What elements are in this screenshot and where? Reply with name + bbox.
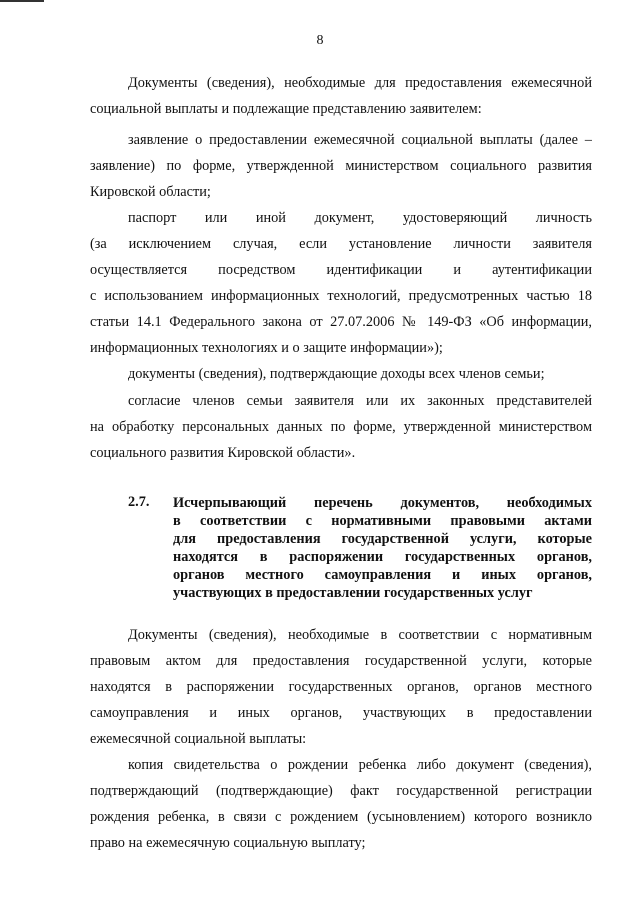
paragraph-line: право на ежемесячную социальную выплату; xyxy=(90,835,366,851)
paragraph-line: рождения ребенка, в связи с рождением (усыновлением) которого возникло xyxy=(90,809,592,825)
section-heading-line: Исчерпывающий перечень документов, необходимых xyxy=(173,495,592,511)
paragraph-line: (за исключением случая, если установление личности заявителя xyxy=(90,236,592,252)
paragraph-line: Документы (сведения), необходимые для предоставления ежемесячной xyxy=(128,75,592,91)
page-number: 8 xyxy=(316,33,324,48)
paragraph-line: копия свидетельства о рождении ребенка либо документ (сведения), xyxy=(128,757,592,773)
paragraph-line: статьи 14.1 Федерального закона от 27.07.2006 № 149-ФЗ «Об информации, xyxy=(90,314,592,330)
paragraph-line: подтверждающий (подтверждающие) факт государственной регистрации xyxy=(90,783,592,799)
section-heading-line: находятся в распоряжении государственных органов, xyxy=(173,549,592,565)
section-heading-line: в соответствии с нормативными правовыми актами xyxy=(173,513,592,529)
section-number: 2.7. xyxy=(128,494,150,510)
paragraph-line: заявление о предоставлении ежемесячной социальной выплаты (далее – xyxy=(128,132,592,148)
corner-mark xyxy=(0,0,44,2)
paragraph-line: самоуправления и иных органов, участвующих в предоставлении xyxy=(90,705,592,721)
paragraph-line: правовым актом для предоставления государственной услуги, которые xyxy=(90,653,592,669)
section-heading-line: органов местного самоуправления и иных органов, xyxy=(173,567,592,583)
paragraph-line: осуществляется посредством идентификации и аутентификации xyxy=(90,262,592,278)
paragraph-line: Документы (сведения), необходимые в соответствии с нормативным xyxy=(128,627,592,643)
paragraph-line: информационных технологиях и о защите информации»); xyxy=(90,340,443,356)
paragraph-line: заявление) по форме, утвержденной министерством социального развития xyxy=(90,158,592,174)
paragraph-line: социальной выплаты и подлежащие представлению заявителем: xyxy=(90,101,482,117)
paragraph-line: паспорт или иной документ, удостоверяющий личность xyxy=(128,210,592,226)
paragraph-line: документы (сведения), подтверждающие доходы всех членов семьи; xyxy=(128,366,545,382)
paragraph-line: с использованием информационных технологий, предусмотренных частью 18 xyxy=(90,288,592,304)
section-heading-line: участвующих в предоставлении государственных услуг xyxy=(173,585,533,601)
paragraph-line: социального развития Кировской области». xyxy=(90,445,356,461)
paragraph-line: Кировской области; xyxy=(90,184,211,200)
paragraph-line: на обработку персональных данных по форме, утвержденной министерством xyxy=(90,419,592,435)
paragraph-line: согласие членов семьи заявителя или их законных представителей xyxy=(128,393,592,409)
section-heading-line: для предоставления государственной услуги, которые xyxy=(173,531,592,547)
paragraph-line: ежемесячной социальной выплаты: xyxy=(90,731,307,747)
paragraph-line: находятся в распоряжении государственных органов, органов местного xyxy=(90,679,592,695)
